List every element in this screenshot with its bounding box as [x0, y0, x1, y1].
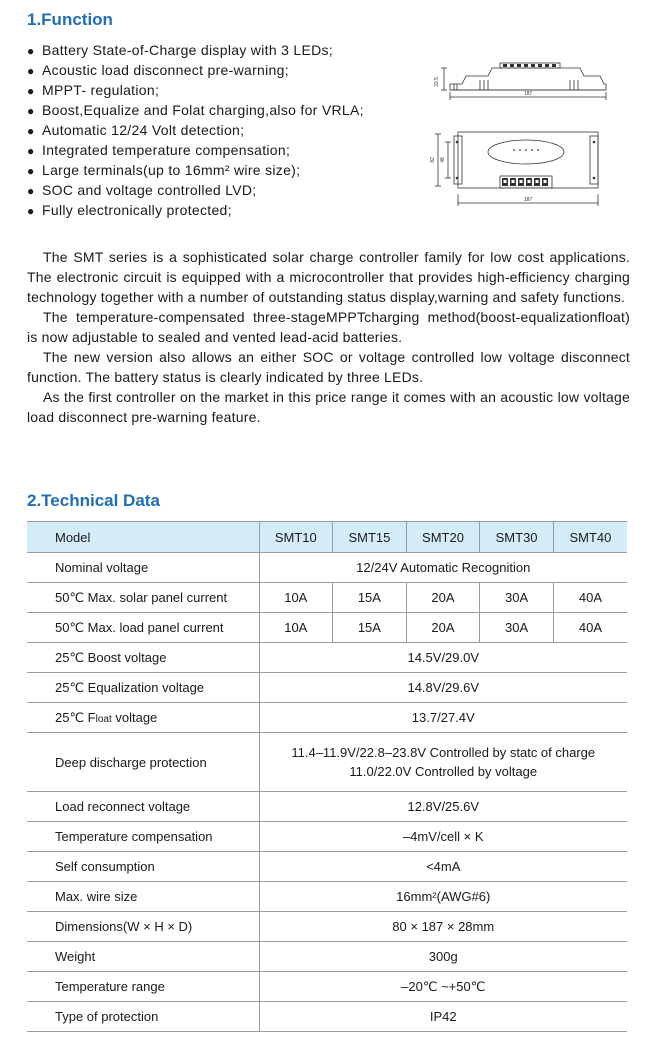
row-value: 10A	[259, 583, 333, 613]
bullet-icon: ●	[27, 64, 35, 78]
table-row	[27, 852, 627, 882]
bullet-text: Large terminals(up to 16mm² wire size);	[42, 162, 301, 178]
table-row	[27, 553, 627, 583]
list-item	[27, 160, 427, 180]
row-label: 25℃ Boost voltage	[27, 643, 259, 673]
table-row	[27, 733, 627, 792]
row-value: 300g	[259, 942, 627, 972]
row-value: <4mA	[259, 852, 627, 882]
table-row	[27, 912, 627, 942]
row-value: IP42	[259, 1002, 627, 1032]
row-value: 40A	[553, 583, 627, 613]
model-cell: SMT10	[259, 522, 333, 553]
row-value: 20A	[406, 613, 480, 643]
paragraph: The temperature-compensated three-stageMPPTcharging method(boost-equalizationfloat) is now adjustable to sealed and vented lead-acid batteries.	[27, 309, 630, 345]
side-height-label: 33.5	[434, 77, 440, 87]
list-item	[27, 60, 427, 80]
list-item	[27, 80, 427, 100]
row-value: 80 × 187 × 28mm	[259, 912, 627, 942]
side-view-drawing	[430, 56, 610, 104]
row-label: Load reconnect voltage	[27, 792, 259, 822]
paragraph: The new version also allows an either SOC or voltage controlled low voltage disconnect function. The battery status is clearly indicated by three LEDs.	[27, 349, 630, 385]
model-cell: SMT30	[480, 522, 554, 553]
row-value: 16mm²(AWG#6)	[259, 882, 627, 912]
row-value: 12/24V Automatic Recognition	[259, 553, 627, 583]
bullet-icon: ●	[27, 124, 35, 138]
description-text	[27, 247, 630, 427]
bullet-icon: ●	[27, 164, 35, 178]
bullet-icon: ●	[27, 44, 35, 58]
top-inner-height-label: 48	[440, 157, 446, 163]
table-row	[27, 792, 627, 822]
row-label: 25℃ Equalization voltage	[27, 673, 259, 703]
row-value: 14.8V/29.6V	[259, 673, 627, 703]
row-label: Type of protection	[27, 1002, 259, 1032]
row-label: Weight	[27, 942, 259, 972]
bullet-text: MPPT- regulation;	[42, 82, 160, 98]
row-value: 30A	[480, 583, 554, 613]
model-header: Model	[27, 522, 259, 553]
row-value: 15A	[333, 613, 407, 643]
table-row	[27, 972, 627, 1002]
row-value: 40A	[553, 613, 627, 643]
table-row	[27, 822, 627, 852]
top-width-label: 187	[523, 197, 533, 203]
top-view-drawing	[430, 128, 610, 210]
row-label: Deep discharge protection	[27, 733, 259, 792]
row-label: 50℃ Max. solar panel current	[27, 583, 259, 613]
bullet-icon: ●	[27, 204, 35, 218]
top-outer-height-label: 82	[430, 157, 436, 163]
bullet-icon: ●	[27, 144, 35, 158]
float-label-f: F	[87, 709, 96, 725]
table-row	[27, 583, 627, 613]
float-label-small: loat	[95, 713, 112, 725]
side-width-label: 187	[523, 91, 533, 97]
table-row	[27, 882, 627, 912]
deep-line-1: 11.4–11.9V/22.8–23.8V Controlled by statc of charge	[291, 745, 596, 760]
row-label: Temperature range	[27, 972, 259, 1002]
bullet-text: SOC and voltage controlled LVD;	[42, 182, 257, 198]
row-value: 14.5V/29.0V	[259, 643, 627, 673]
deep-line-2: 11.0/22.0V Controlled by voltage	[349, 764, 538, 779]
row-label: 50℃ Max. load panel current	[27, 613, 259, 643]
row-value	[259, 733, 627, 792]
list-item	[27, 100, 427, 120]
row-label	[27, 703, 259, 733]
row-label: Temperature compensation	[27, 822, 259, 852]
row-value: 20A	[406, 583, 480, 613]
table-row	[27, 643, 627, 673]
technical-data-title: 2.Technical Data	[27, 491, 160, 510]
list-item	[27, 40, 427, 60]
row-value: 30A	[480, 613, 554, 643]
row-label: Self consumption	[27, 852, 259, 882]
list-item	[27, 180, 427, 200]
row-label: Dimensions(W × H × D)	[27, 912, 259, 942]
table-row	[27, 1002, 627, 1032]
bullet-text: Battery State-of-Charge display with 3 LEDs;	[42, 42, 333, 58]
model-cell: SMT20	[406, 522, 480, 553]
bullet-text: Fully electronically protected;	[42, 202, 232, 218]
row-label: Nominal voltage	[27, 553, 259, 583]
table-row	[27, 673, 627, 703]
paragraph: As the first controller on the market in this price range it comes with an acoustic low voltage load disconnect pre-warning feature.	[27, 389, 630, 425]
row-value: 12.8V/25.6V	[259, 792, 627, 822]
float-label-post: voltage	[111, 709, 158, 725]
list-item	[27, 140, 427, 160]
row-value: 10A	[259, 613, 333, 643]
bullet-text: Integrated temperature compensation;	[42, 142, 291, 158]
float-label-pre: 25℃	[55, 709, 88, 725]
list-item	[27, 200, 427, 220]
bullet-text: Boost,Equalize and Folat charging,also for VRLA;	[42, 102, 364, 118]
table-row	[27, 942, 627, 972]
function-bullet-list	[27, 40, 427, 220]
technical-data-table	[27, 521, 627, 1032]
bullet-icon: ●	[27, 184, 35, 198]
model-cell: SMT15	[333, 522, 407, 553]
model-cell: SMT40	[553, 522, 627, 553]
paragraph: The SMT series is a sophisticated solar charge controller family for low cost applications. The electronic circuit is equipped with a microcontroller that provides high-efficiency charging technology together with a number of outstanding status display,warning and safety functions.	[27, 249, 630, 305]
bullet-text: Automatic 12/24 Volt detection;	[42, 122, 245, 138]
row-value: 13.7/27.4V	[259, 703, 627, 733]
table-row	[27, 703, 627, 733]
bullet-icon: ●	[27, 84, 35, 98]
function-section-title: 1.Function	[27, 10, 113, 29]
row-value: 15A	[333, 583, 407, 613]
bullet-text: Acoustic load disconnect pre-warning;	[42, 62, 289, 78]
list-item	[27, 120, 427, 140]
row-value: –4mV/cell × K	[259, 822, 627, 852]
row-label: Max. wire size	[27, 882, 259, 912]
bullet-icon: ●	[27, 104, 35, 118]
table-row	[27, 613, 627, 643]
row-value: –20℃ ~+50℃	[259, 972, 627, 1002]
table-header-row	[27, 522, 627, 553]
